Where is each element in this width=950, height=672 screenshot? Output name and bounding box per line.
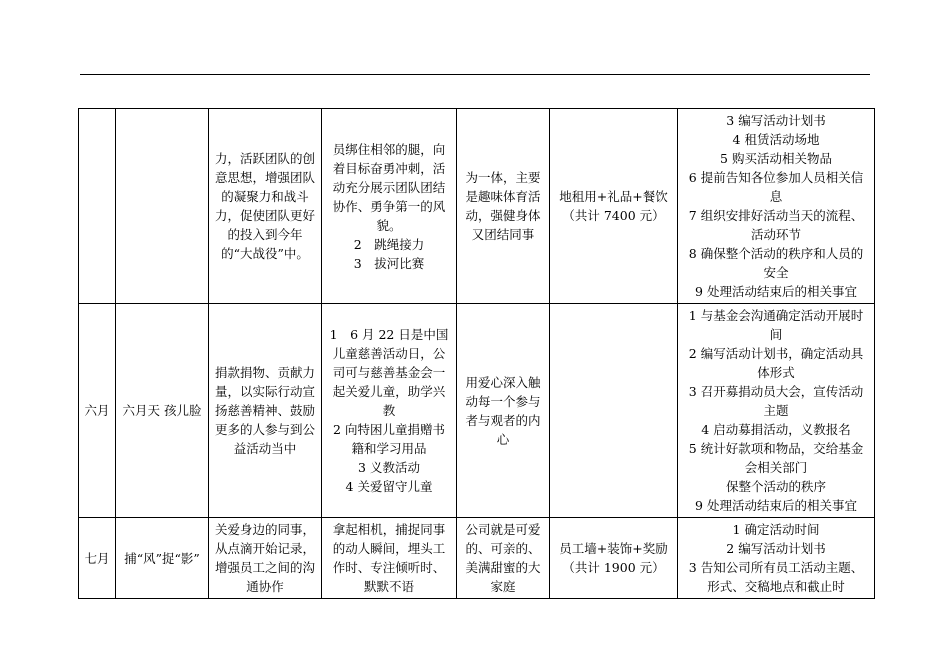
- effect-cell: 公司就是可爱的、可亲的、美满甜蜜的大家庭: [457, 518, 550, 599]
- theme-cell: 六月天 孩儿脸: [116, 304, 209, 518]
- purpose-cell: 关爱身边的同事，从点滴开始记录，增强员工之间的沟通协作: [209, 518, 322, 599]
- table-row: [79, 304, 875, 518]
- step-item: 8 确保整个活动的秩序和人员的安全: [688, 246, 864, 280]
- step-item: 9 处理活动结束后的相关事宜: [695, 284, 857, 299]
- step-item: 9 处理活动结束后的相关事宜: [695, 498, 857, 513]
- steps-cell: [678, 304, 875, 518]
- theme-cell: 捕“风”捉“影”: [116, 518, 209, 599]
- step-item: 保整个活动的秩序: [725, 479, 826, 494]
- steps-cell: [678, 109, 875, 304]
- content-cell: 1 6 月 22 日是中国儿童慈善活动日，公司可与慈善基金会一起关爱儿童，助学兴教 2 向特困儿童捐赠书籍和学习用品 3 义教活动 4 关爱留守儿童: [322, 304, 457, 518]
- steps-cell: [678, 518, 875, 599]
- content-cell: 员绑住相邻的腿，向着目标奋勇冲刺，活动充分展示团队团结协作、勇争第一的风貌。 2 跳绳接力 3 拔河比赛: [322, 109, 457, 304]
- activity-plan-table: [78, 108, 875, 599]
- budget-cell: 员工墙+装饰+奖励 （共计 1900 元）: [550, 518, 678, 599]
- step-item: 2 编写活动计划书: [726, 541, 826, 556]
- step-item: 5 购买活动相关物品: [720, 151, 832, 166]
- step-item: 4 租赁活动场地: [732, 132, 820, 147]
- theme-cell: [116, 109, 209, 304]
- table-row: [79, 518, 875, 599]
- step-item: 2 编写活动计划书，确定活动具体形式: [688, 346, 864, 380]
- month-cell: 六月: [79, 304, 116, 518]
- table-row: [79, 109, 875, 304]
- step-item: 3 召开募捐动员大会，宣传活动主题: [688, 384, 864, 418]
- month-cell: [79, 109, 116, 304]
- step-item: 1 确定活动时间: [732, 522, 820, 537]
- step-item: 5 统计好款项和物品，交给基金会相关部门: [688, 441, 864, 475]
- step-item: 7 组织安排好活动当天的流程、活动环节: [688, 208, 864, 242]
- purpose-cell: 力，活跃团队的创意思想，增强团队的凝聚力和战斗力，促使团队更好的投入到今年的“大战役”中。: [209, 109, 322, 304]
- budget-cell: [550, 304, 678, 518]
- step-item: 1 与基金会沟通确定活动开展时间: [688, 308, 864, 342]
- content-cell: 拿起相机，捕捉同事的动人瞬间，埋头工作时、专注倾听时、默默不语: [322, 518, 457, 599]
- effect-cell: 用爱心深入触动每一个参与者与观者的内心: [457, 304, 550, 518]
- effect-cell: 为一体，主要是趣味体育活动，强健身体又团结同事: [457, 109, 550, 304]
- purpose-cell: 捐款捐物、贡献力量，以实际行动宣扬慈善精神、鼓励更多的人参与到公益活动当中: [209, 304, 322, 518]
- step-item: 3 编写活动计划书: [726, 113, 826, 128]
- month-cell: 七月: [79, 518, 116, 599]
- budget-cell: 地租用+礼品+餐饮 （共计 7400 元）: [550, 109, 678, 304]
- step-item: 4 启动募捐活动，义教报名: [701, 422, 851, 437]
- header-rule: [80, 74, 870, 75]
- step-item: 3 告知公司所有员工活动主题、形式、交稿地点和截止时: [688, 560, 864, 594]
- step-item: 6 提前告知各位参加人员相关信息: [688, 170, 864, 204]
